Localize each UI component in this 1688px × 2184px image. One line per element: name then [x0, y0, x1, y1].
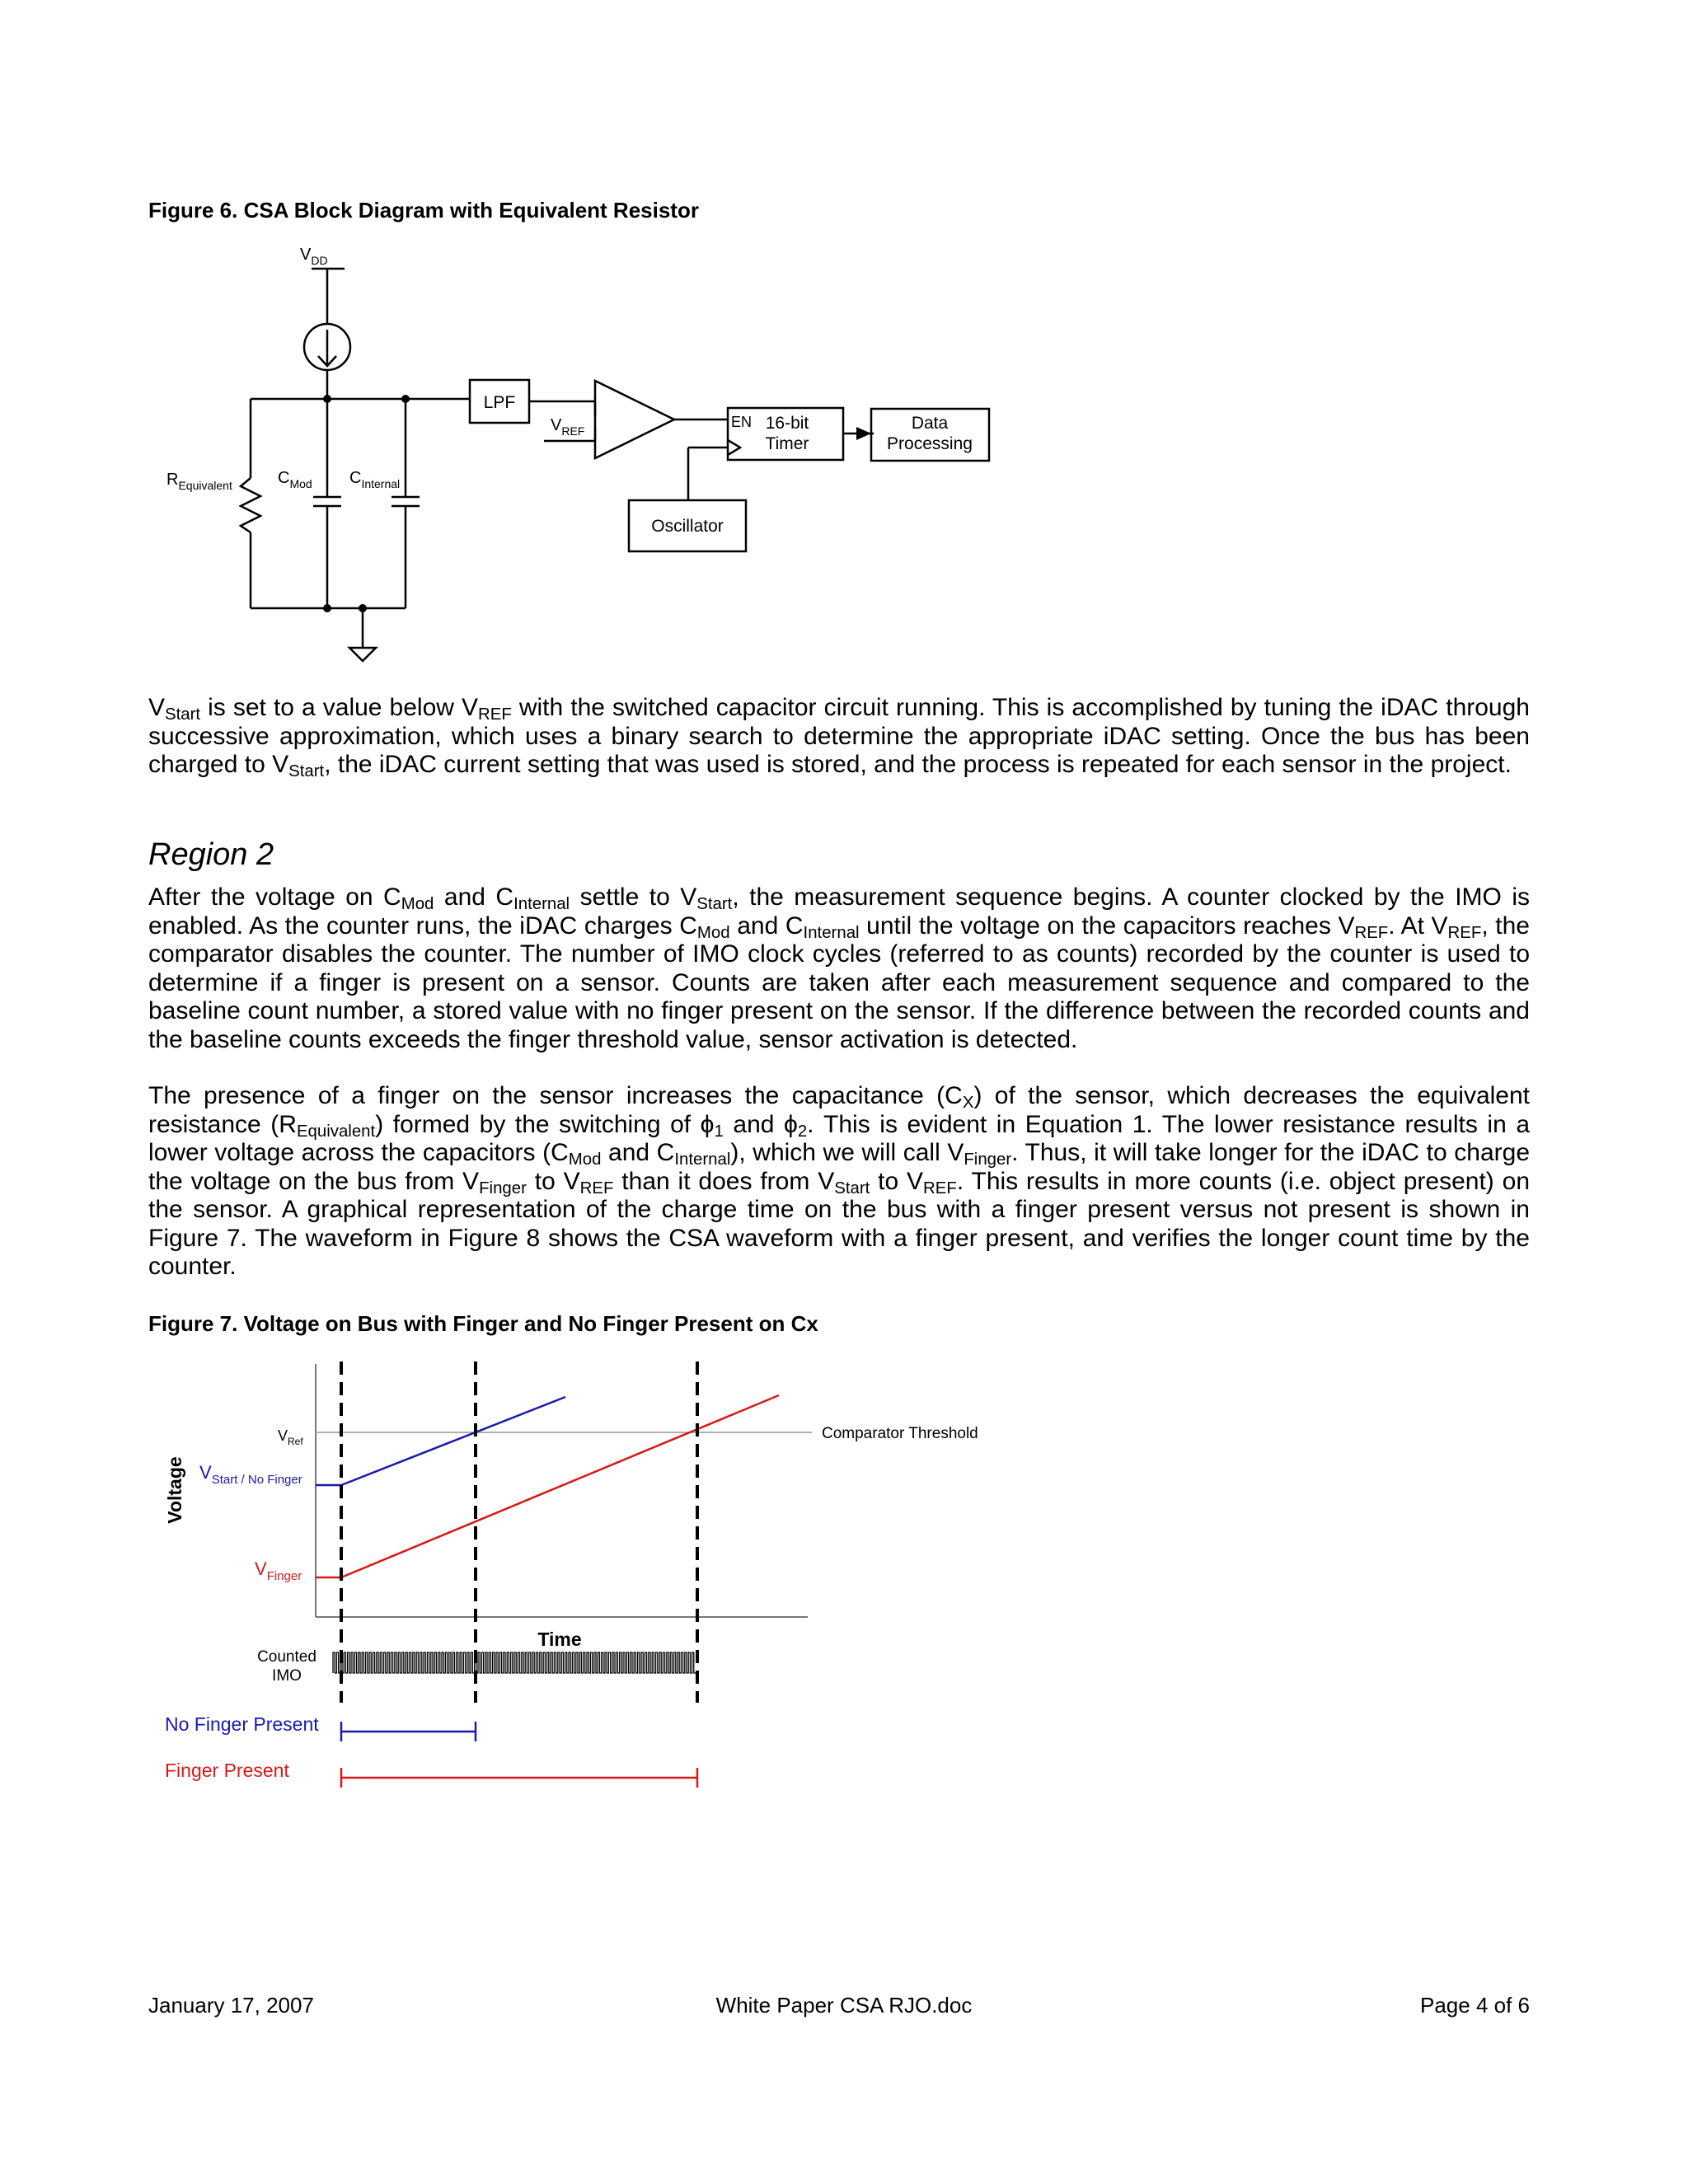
vref-input-label: $V_{REF}$ — [551, 416, 585, 438]
arrow-right-icon — [856, 427, 871, 440]
finger-trace — [316, 1395, 779, 1577]
counted-imo-line2: IMO — [272, 1667, 302, 1685]
no-finger-duration-bar — [341, 1722, 476, 1741]
en-label: EN — [731, 414, 753, 430]
region2-heading: Region 2 — [148, 837, 274, 872]
junction-dot — [323, 604, 331, 612]
finger-present-label: Finger Present — [165, 1760, 289, 1781]
ground-icon — [349, 648, 376, 661]
finger-duration-bar — [341, 1768, 697, 1788]
comparator-threshold-label: Comparator Threshold — [822, 1425, 978, 1442]
paragraph-vstart: $V_{Start}$ is set to a value below $V_{REF}$ with the switched capacitor circuit running. This is accomplished by tuning the iDAC through successive approximation, which uses a binary search to determine the appropriate iDAC setting. Once the bus has been charged to $V_{Start}$, the iDAC current setting that was used is stored, and the process is repeated for each sensor in the project. — [148, 694, 1530, 781]
figure7-caption: Figure 7. Voltage on Bus with Finger and No Finger Present on Cx — [148, 1311, 818, 1336]
timer-line1: 16-bit — [765, 414, 809, 433]
body-section-1 — [148, 694, 1530, 808]
clock-pulse-path — [333, 1652, 696, 1673]
lpf-label: LPF — [483, 393, 516, 412]
data-line1: Data — [911, 414, 949, 433]
paragraph-measurement: After the voltage on $C_{Mod}$ and $C_{Internal}$ settle to $V_{Start}$, the measurement sequence begins. A counter clocked by the IMO is enabled. As the counter runs, the iDAC charges $C_{Mod}$ and $C_{Internal}$ until the voltage on the capacitors reaches $V_{REF}$. At $V_{REF}$, the comparator disables the counter. The number of IMO clock cycles (referred to as counts) recorded by the counter is used to determine if a finger is present on a sensor. Counts are taken after each measurement sequence and compared to the baseline count number, a stored value with no finger present on the sensor. If the difference between the recorded counts and the baseline counts exceeds the finger threshold value, sensor activation is detected. — [148, 883, 1531, 1053]
counted-imo-pulses — [333, 1652, 696, 1673]
figure6-diagram — [157, 239, 1014, 668]
junction-dot — [401, 395, 410, 403]
comparator-icon — [595, 381, 674, 458]
resistor-icon — [241, 478, 260, 532]
c-mod-label: $C_{Mod}$ — [278, 469, 312, 490]
data-line2: Processing — [887, 434, 973, 453]
vdd-label: $V_{DD}$ — [300, 246, 328, 267]
vstart-label: $V_{Start / No Finger}$ — [199, 1462, 302, 1487]
junction-dot — [323, 395, 331, 403]
footer-docname: White Paper CSA RJO.doc — [715, 1993, 973, 2018]
vfinger-label: $V_{Finger}$ — [255, 1558, 302, 1583]
footer-date: January 17, 2007 — [148, 1993, 314, 2018]
vref-label: $V_{Ref}$ — [278, 1427, 303, 1447]
counted-imo-line1: Counted — [257, 1648, 316, 1666]
body-section-2 — [148, 883, 1530, 1310]
time-axis-label: Time — [537, 1629, 582, 1650]
oscillator-label: Oscillator — [651, 517, 724, 536]
no-finger-trace — [316, 1397, 565, 1485]
junction-dot — [359, 604, 367, 612]
voltage-axis-label: Voltage — [164, 1456, 185, 1524]
paragraph-finger-presence: The presence of a finger on the sensor increases the capacitance $(C_X)$ of the sensor, which decreases the equivalent resistance $(R_{Equivalent})$ formed by the switching of $\phi_1$ and $\phi_2$. This is evident in Equation 1. The lower resistance results in a lower voltage across the capacitors ($C_{Mod}$ and $C_{Internal}$), which we will call $V_{Finger}$. Thus, it will take longer for the iDAC to charge the voltage on the bus from $V_{Finger}$ to $V_{REF}$ than it does from $V_{Start}$ to $V_{REF}$. This results in more counts (i.e. object present) on the sensor. A graphical representation of the charge time on the bus with a finger present versus not present is shown in Figure 7. The waveform in Figure 8 shows the CSA waveform with a finger present, and verifies the longer count time by the counter. — [148, 1082, 1531, 1280]
footer-page: Page 4 of 6 — [1420, 1993, 1530, 2018]
figure6-caption: Figure 6. CSA Block Diagram with Equivalent Resistor — [148, 198, 699, 223]
c-internal-label: $C_{Internal}$ — [349, 469, 401, 490]
r-equivalent-label: $R_{Equivalent}$ — [166, 471, 232, 492]
timer-line2: Timer — [765, 434, 809, 453]
figure7-diagram — [157, 1352, 1014, 1797]
no-finger-present-label: No Finger Present — [165, 1713, 319, 1735]
